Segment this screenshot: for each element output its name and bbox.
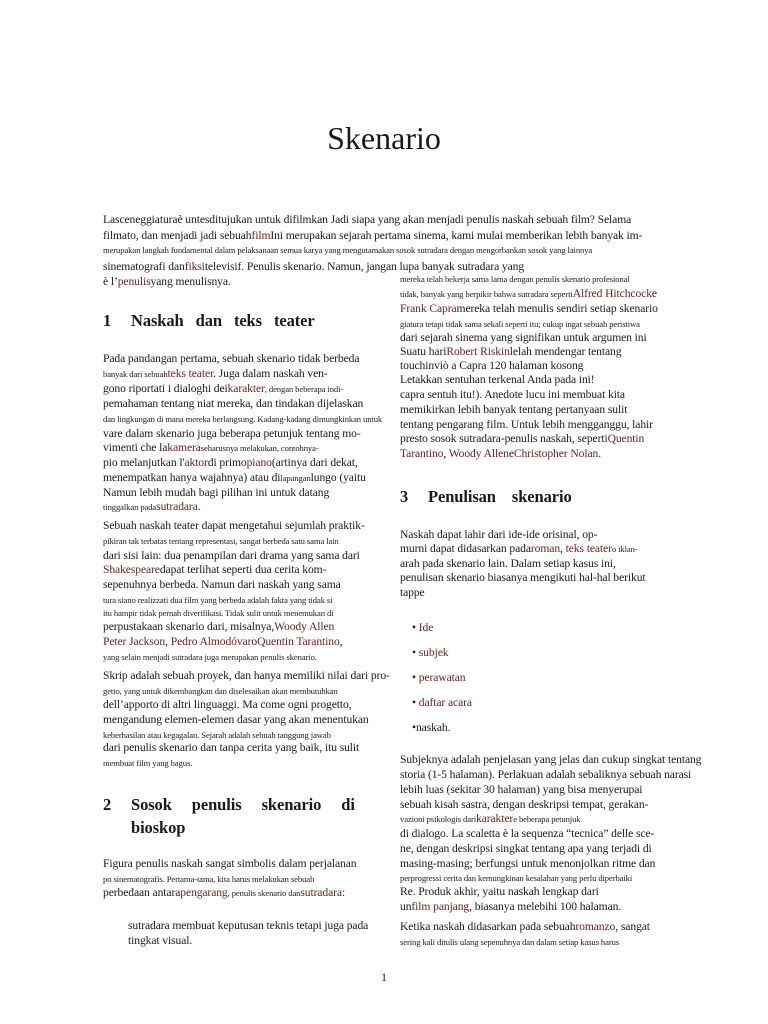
list-item: • perawatan	[412, 671, 466, 684]
text-line: tappe	[400, 586, 425, 599]
text-line: banyak dari sebuahteks teater. Juga dalam naskah ven-	[103, 367, 328, 380]
text-line: perpustakaan skenario dari, misalnya,Woody Allen	[103, 620, 335, 633]
text-line: dell’apporto di altri linguaggi. Ma come ogni progetto,	[103, 698, 352, 711]
text-line: Ketika naskah didasarkan pada sebuahromanzo, sangat	[400, 920, 650, 933]
text-line: Naskah dapat lahir dari ide-ide orisinal, op-	[400, 528, 598, 541]
link-romanzo[interactable]: romanzo	[575, 920, 616, 933]
link-subjek[interactable]: subjek	[418, 646, 449, 659]
link-aktor[interactable]: aktor	[184, 456, 208, 469]
section-heading-3: 3 Penulisan skenario	[400, 487, 572, 506]
link-quentin-tarantino[interactable]: Quentin Tarantino	[257, 635, 340, 648]
link-woody-allen[interactable]: Woody Allen	[448, 447, 509, 460]
link-daftar-acara[interactable]: daftar acara	[418, 696, 472, 709]
quote-line: sutradara membuat keputusan teknis tetapi juga pada	[128, 919, 369, 932]
link-roman[interactable]: roman	[530, 542, 561, 555]
text-line: filmato, dan menjadi jadi sebuahfilmIni merupakan sejarah pertama sinema, kami mulai memberikan lebih banyak im-	[103, 228, 643, 242]
text-line: vimenti che lakameraseharusnya melakukan, contohnya-	[103, 441, 319, 454]
text-line: Letakkan sentuhan terkenal Anda pada ini!	[400, 373, 595, 386]
text-line: penulisan skenario biasanya mengikuti hal-hal berikut	[400, 571, 646, 584]
link-perawatan[interactable]: perawatan	[418, 671, 466, 684]
text-line: Skrip adalah sebuah proyek, dan hanya memiliki nilai dari pro-	[103, 669, 390, 682]
text-line: dari penulis skenario dan tanpa cerita yang baik, itu sulit	[103, 741, 360, 754]
text-line: dari sisi lain: dua penampilan dari drama yang sama dari	[103, 549, 360, 562]
text-line: arah pada skenario lain. Dalam setiap kasus ini,	[400, 557, 616, 570]
list-item: •naskah.	[412, 721, 451, 734]
link-teks-teater[interactable]: teks teater	[167, 367, 214, 380]
text-line: Namun lebih mudah bagi pilihan ini untuk datang	[103, 486, 330, 499]
text-line: pemahaman tentang niat mereka, dan tindakan dijelaskan	[103, 397, 364, 410]
link-woody-allen[interactable]: Woody Allen	[274, 620, 335, 633]
section-heading-2-line2: bioskop	[131, 818, 186, 837]
link-peter-jackson[interactable]: Peter Jackson	[103, 635, 166, 648]
text-line: dan lingkungan di mana mereka berlangsung. Kadang-kadang dimungkinkan untuk	[103, 414, 383, 424]
text-line: perprogressi cerita dan kemungkinan kesalahan yang perlu diperbaiki	[400, 873, 633, 883]
link-quentin[interactable]: Quentin	[607, 432, 645, 445]
text-line: Subjeknya adalah penjelasan yang jelas dan cukup singkat tentang	[400, 753, 702, 766]
text-line: tinggalkan padasutradara.	[103, 500, 201, 513]
text-line: giatura tetapi tidak sama sekali seperti itu; cukup ingat sebuah peristiwa	[400, 319, 640, 329]
section-heading-1: 1 Naskah dan teks teater	[103, 311, 315, 330]
list-item: • subjek	[412, 646, 449, 659]
text-line: Shakespearedapat terlihat seperti dua cerita kom-	[103, 563, 327, 576]
link-shakespeare[interactable]: Shakespeare	[103, 563, 160, 576]
text-line: lebih luas (sekitar 30 halaman) yang bisa menyerupai	[400, 783, 643, 796]
text-line: Figura penulis naskah sangat simbolis dalam perjalanan	[103, 857, 357, 870]
section-heading-2: 2 Sosok penulis skenario di	[103, 795, 355, 814]
text-line: Frank Capramereka telah menulis sendiri setiap skenario	[400, 302, 658, 315]
text-line: tentang pengarang film. Untuk lebih mengganggu, lahir	[400, 418, 653, 431]
link-karakter[interactable]: karakter	[227, 382, 265, 395]
text-line: merupakan langkah fundamental dalam pelaksanaan semua karya yang mengutamakan sosok sutradara dengan mengorbankan sosok yang lainnya	[103, 245, 593, 256]
text-line: Pada pandangan pertama, sebuah skenario tidak berbeda	[103, 352, 360, 365]
text-line: dari sejarah sinema yang signifikan untuk argumen ini	[400, 331, 647, 344]
text-line: Re. Produk akhir, yaitu naskah lengkap dari	[400, 885, 599, 898]
link-piano[interactable]: piano	[246, 456, 272, 469]
text-line: tidak, banyak yang berpikir bahwa sutradara sepertiAlfred Hitchcocke	[400, 287, 657, 300]
text-line: itu hampir tidak pernah diverifikasi. Tidak sulit untuk menemukan di	[103, 608, 334, 618]
page-title: Skenario	[327, 120, 441, 156]
text-line: mereka telah bekerja sama lama dengan penulis skenario profesional	[400, 274, 630, 284]
link-kamera[interactable]: kamera	[167, 441, 201, 454]
text-line: storia (1-5 halaman). Perlakuan adalah sebaliknya sebuah narasi	[400, 768, 692, 781]
link-christopher-nolan[interactable]: Christopher Nolan	[513, 447, 599, 460]
link-pedro-almodovar[interactable]: Pedro Almodóvar	[170, 635, 252, 648]
text-line: mengandung elemen-elemen dasar yang akan menentukan	[103, 713, 369, 726]
text-line: po sinematografis. Pertama-tama, kita harus melakukan sebuah	[103, 874, 315, 884]
text-line: menempatkan hanya wajahnya) atau dilapanganlungo (yaitu	[103, 471, 366, 484]
text-line: sepenuhnya berbeda. Namun dari naskah yang sama	[103, 578, 341, 591]
text-line: Sebuah naskah teater dapat mengetahui sejumlah praktik-	[103, 519, 365, 532]
link-film-panjang[interactable]: film panjang	[411, 900, 470, 913]
text-line: getto, yang untuk dikembangkan dan diselesaikan akan membutuhkan	[103, 686, 338, 696]
text-line: ne, dengan deskripsi singkat tentang apa yang terjadi di	[400, 842, 652, 855]
text-line: Suatu hariRobert Riskinlelah mendengar tentang	[400, 345, 622, 358]
text-line: unfilm panjang, biasanya melebihi 100 halaman.	[400, 900, 622, 913]
text-line: Peter Jackson, Pedro AlmodóvaroQuentin Tarantino,	[103, 635, 343, 648]
quote-line: tingkat visual.	[128, 934, 193, 947]
link-sutradara[interactable]: sutradara	[156, 500, 198, 513]
text-line: presto sosok sutradara-penulis naskah, sepertiQuentin	[400, 432, 645, 445]
link-pengarang[interactable]: pengarang	[180, 886, 228, 899]
page-number: 1	[381, 971, 387, 984]
text-line: gono riportati i dialoghi deikarakter, dengan beberapa indi-	[103, 382, 344, 395]
link-film[interactable]: film	[251, 228, 271, 242]
link-teks-teater[interactable]: teks teater	[565, 542, 612, 555]
link-sutradara[interactable]: sutradara	[300, 886, 342, 899]
text-line: keberhasilan atau kegagalan. Sejarah adalah sebuah tanggung jawab	[103, 730, 331, 740]
link-robert-riskin[interactable]: Robert Riskin	[446, 345, 510, 358]
text-line: memikirkan lebih banyak tentang pertanyaan sulit	[400, 403, 628, 416]
text-line: sebuah kisah sastra, dengan deskripsi tempat, gerakan-	[400, 798, 649, 811]
text-line: touchinviò a Capra 120 halaman kosong	[400, 359, 584, 372]
text-line: vazioni psikologis darikaraktere beberapa petunjuk	[400, 812, 581, 825]
text-line: tura siano realizzati dua film yang berbeda adalah fakta yang tidak si	[103, 595, 333, 605]
text-line: pikiran tak terbatas tentang representasi, sangat berbeda satu sama lain	[103, 536, 339, 546]
text-line: murni dapat didasarkan padaroman, teks teatero iklan-	[400, 542, 638, 555]
text-line: è l’penulisyang menulisnya.	[103, 275, 231, 289]
link-fiksi[interactable]: fiksi	[184, 259, 205, 273]
link-penulis[interactable]: penulis	[117, 275, 151, 289]
text-line: Tarantino, Woody AlleneChristopher Nolan.	[400, 447, 602, 460]
list-item: • Ide	[412, 621, 434, 634]
text-line: sinematografi danfiksitelevisif. Penulis skenario. Namun, jangan lupa banyak sutradara yang	[103, 259, 525, 273]
text-line: vare dalam skenario juga beberapa petunjuk tentang mo-	[103, 427, 361, 440]
text-line: sering kali ditulis ulang sepenuhnya dan dalam setiap kasus harus	[400, 937, 620, 947]
text-line: masing-masing; berfungsi untuk menonjolkan ritme dan	[400, 857, 656, 870]
text-line: membuat film yang bagus.	[103, 758, 193, 768]
link-alfred-hitchcock[interactable]: Alfred Hitchcock	[572, 287, 652, 300]
text-line: Lasceneggiaturaè untesditujukan untuk difilmkan Jadi siapa yang akan menjadi penulis naskah sebuah film? Selama	[103, 213, 632, 226]
link-karakter[interactable]: karakter	[476, 812, 514, 825]
text-line: perbedaan antarapengarang, penulis skenario dansutradara:	[103, 886, 346, 899]
text-line: yang selain menjadi sutradara juga merupakan penulis skenario.	[103, 652, 317, 662]
text-line: capra sentuh itu!). Anedote lucu ini membuat kita	[400, 388, 625, 401]
list-item: • daftar acara	[412, 696, 472, 709]
link-ide[interactable]: Ide	[418, 621, 434, 634]
text-line: pio melanjutkan l'aktordi primopiano(artinya dari dekat,	[103, 456, 358, 469]
link-frank-capra[interactable]: Frank Capra	[400, 302, 457, 315]
text-line: di dialogo. La scaletta è la sequenza “tecnica” delle sce-	[400, 827, 655, 840]
link-tarantino[interactable]: Tarantino	[400, 447, 444, 460]
